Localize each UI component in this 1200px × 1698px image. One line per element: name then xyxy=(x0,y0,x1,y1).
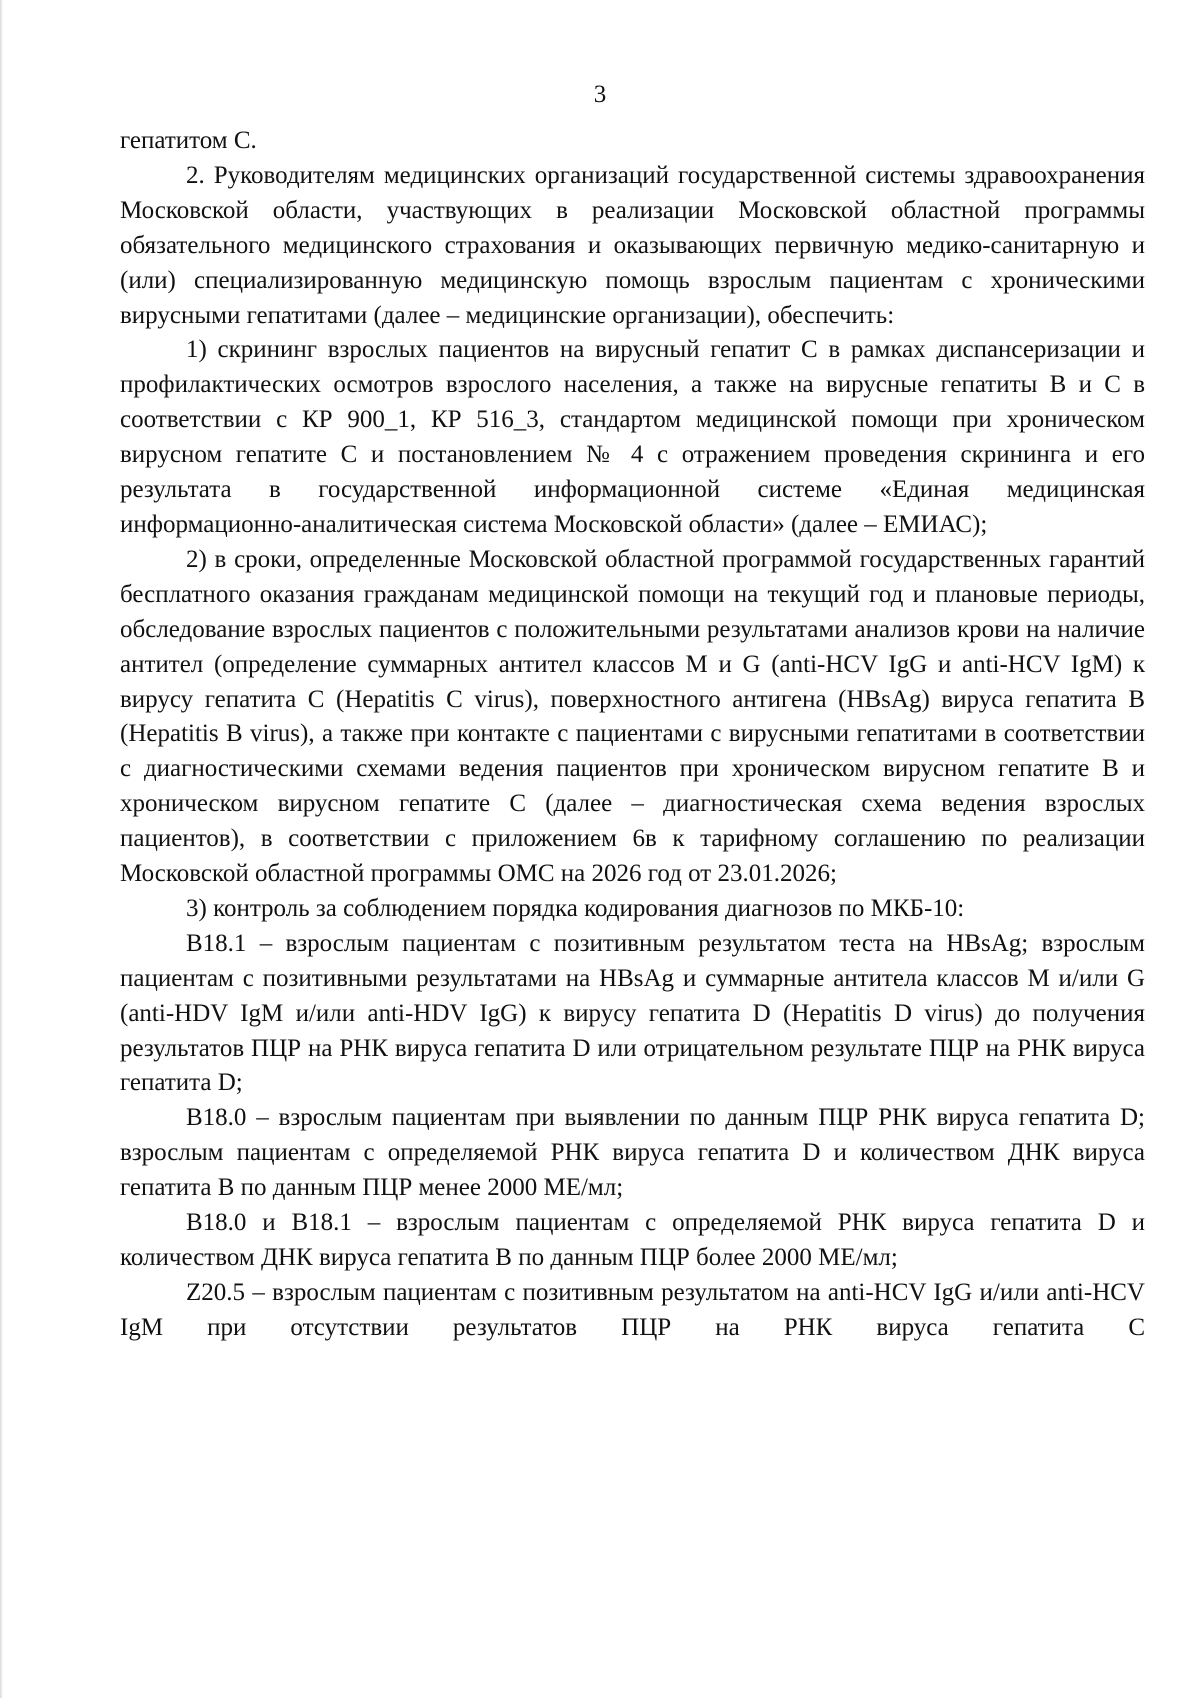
paragraph-subitem-1: 1) скрининг взрослых пациентов на вирусный гепатит С в рамках диспансеризации и профилактических осмотров взрослого населения, а также на вирусные гепатиты В и С в соответствии с КР 900_1, КР 516_3, стандартом медицинской помощи при хроническом вирусном гепатите С и постановлением № 4 с отражением проведения скрининга и его результата в государственной информационной системе «Единая медицинская информационно-аналитическая система Московской области» (далее – ЕМИАС); xyxy=(120,336,1145,538)
paragraph-item-2: 2. Руководителям медицинских организаций государственной системы здравоохранения Московской области, участвующих в реализации Московской областной программы обязательного медицинского страхования и оказывающих первичную медико-санитарную и (или) специализированную медицинскую помощь взрослым пациентам с хроническими вирусными гепатитами (далее – медицинские организации), обеспечить: xyxy=(120,161,1145,329)
paragraph-subitem-3: 3) контроль за соблюдением порядка кодирования диагнозов по МКБ-10: xyxy=(186,894,965,922)
paragraph-code-b18-0: B18.0 – взрослым пациентам при выявлении по данным ПЦР РНК вируса гепатита D; взрослым пациентам с определяемой РНК вируса гепатита D и количеством ДНК вируса гепатита В по данным ПЦР менее 2000 МЕ/мл; xyxy=(120,1104,1145,1202)
scan-edge-shadow xyxy=(0,0,3,1698)
paragraph-continuation: гепатитом С. xyxy=(120,127,257,154)
page-number: 3 xyxy=(593,81,607,108)
paragraph-code-b18-1: B18.1 – взрослым пациентам с позитивным результатом теста на HBsAg; взрослым пациентам с позитивными результатами на HBsAg и суммарные антитела классов М и/или G (anti-HDV IgM и/или anti-HDV IgG) к вирусу гепатита D (Hepatitis D virus) до получения результатов ПЦР на РНК вируса гепатита D или отрицательном результате ПЦР на РНК вируса гепатита D; xyxy=(120,929,1145,1097)
paragraph-subitem-2: 2) в сроки, определенные Московской областной программой государственных гарантий бесплатного оказания гражданам медицинской помощи на текущий год и плановые периоды, обследование взрослых пациентов с положительными результатами анализов крови на наличие антител (определение суммарных антител классов M и G (anti-HCV IgG и anti-HCV IgM) к вирусу гепатита С (Hepatitis C virus), поверхностного антигена (HBsAg) вируса гепатита В (Hepatitis B virus), а также при контакте с пациентами с вирусными гепатитами в соответствии с диагностическими схемами ведения пациентов при хроническом вирусном гепатите В и хроническом вирусном гепатите С (далее – диагностическая схема ведения взрослых пациентов), в соответствии с приложением 6в к тарифному соглашению по реализации Московской областной программы ОМС на 2026 год от 23.01.2026; xyxy=(120,545,1145,888)
document-body xyxy=(120,124,1145,1346)
paragraph-code-b18-0-b18-1: B18.0 и B18.1 – взрослым пациентам с определяемой РНК вируса гепатита D и количеством ДНК вируса гепатита В по данным ПЦР более 2000 МЕ/мл; xyxy=(120,1209,1145,1271)
paragraph-code-z20-5: Z20.5 – взрослым пациентам с позитивным результатом на anti-HCV IgG и/или anti-HCV IgM при отсутствии результатов ПЦР на РНК вируса гепатита С xyxy=(120,1278,1145,1341)
